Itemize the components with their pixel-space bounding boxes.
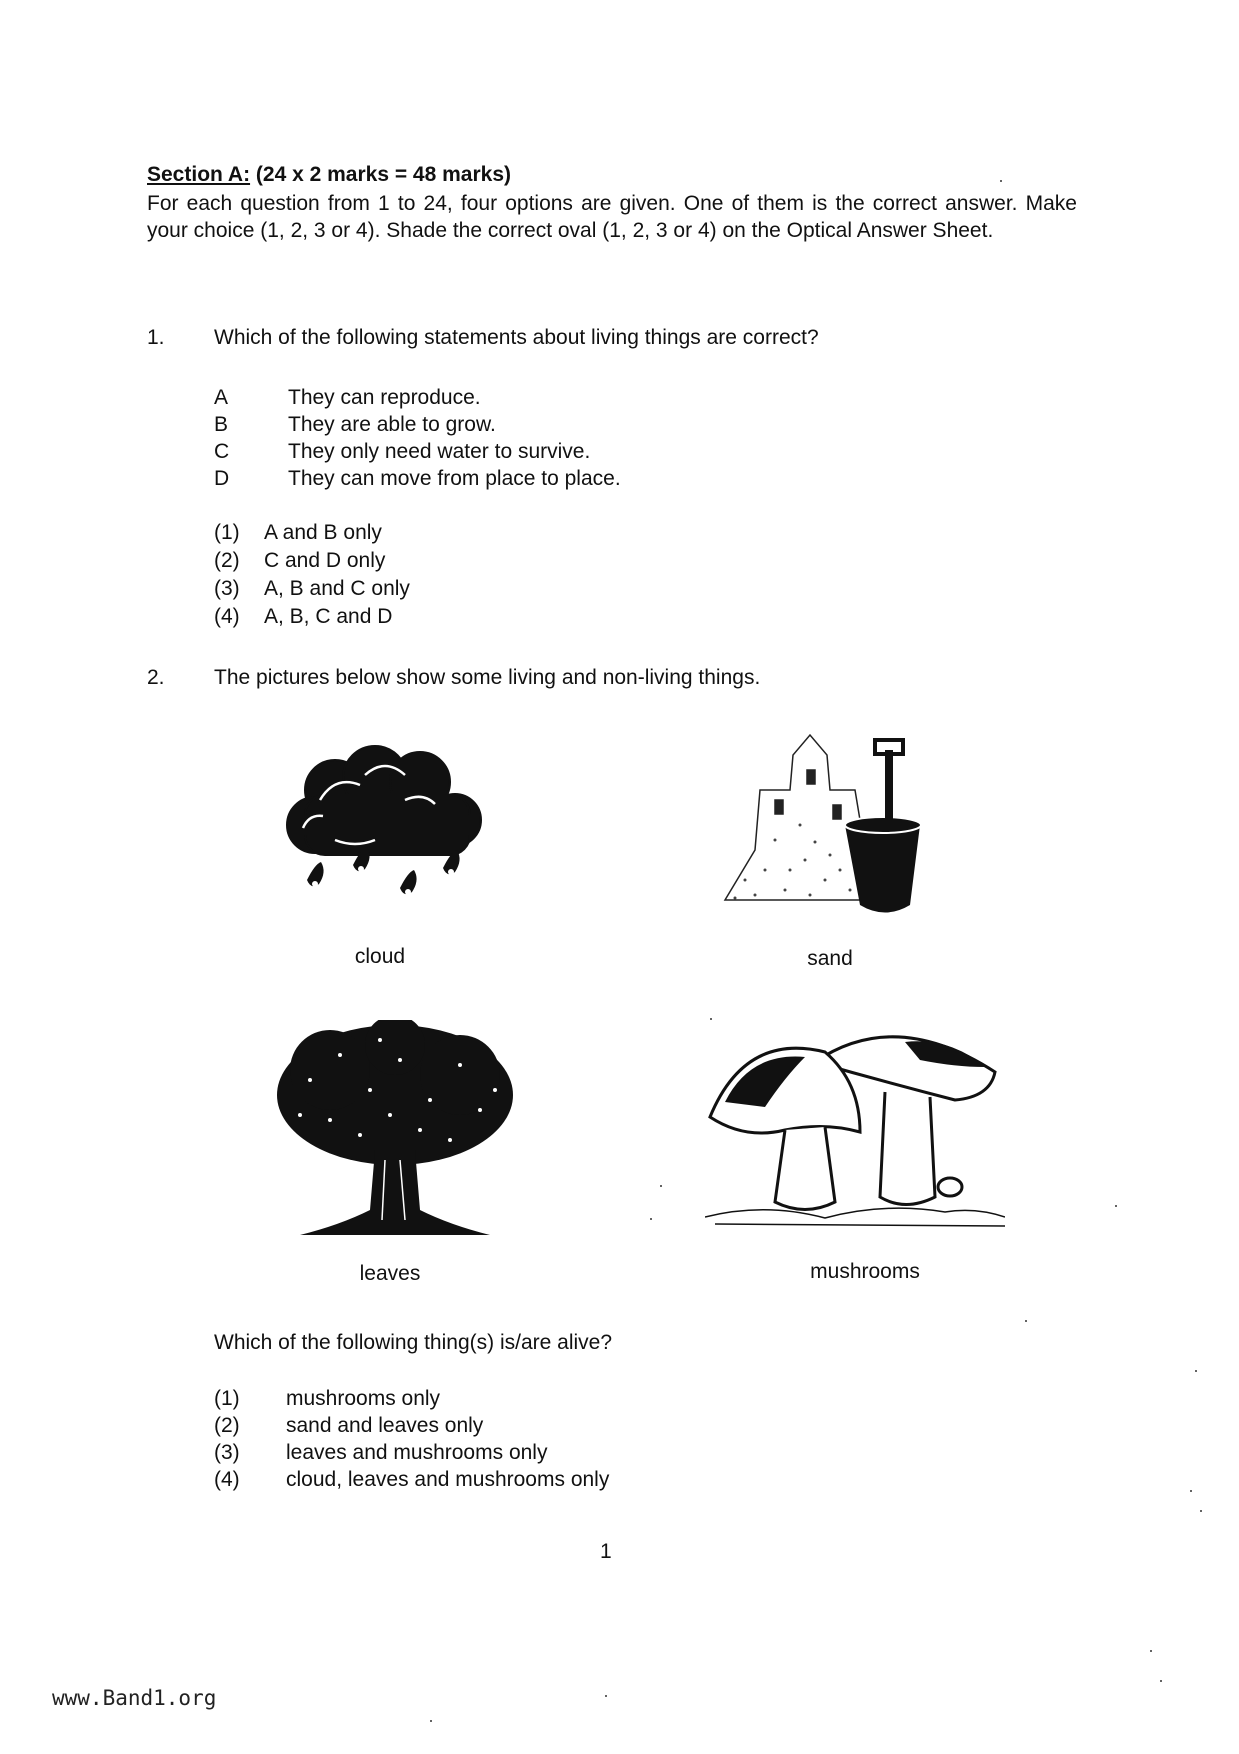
option-text: mushrooms only — [286, 1387, 441, 1410]
statement-letter: D — [214, 467, 230, 490]
option-number: (3) — [214, 577, 240, 600]
scan-speck — [1115, 1205, 1117, 1207]
q2-option — [214, 1439, 609, 1466]
statement-text: They are able to grow. — [288, 413, 496, 436]
scan-speck — [1160, 1680, 1162, 1682]
option-text: A, B and C only — [264, 577, 410, 600]
q2-number: 2. — [147, 666, 165, 689]
scan-speck — [605, 1695, 607, 1697]
section-instructions: For each question from 1 to 24, four options are given. One of them is the correct answer. Make your choice (1, 2, 3 or 4). Shade the correct oval (1, 2, 3 or 4) on the Optical Answer Sheet. — [147, 192, 1077, 242]
q1-option — [214, 603, 410, 631]
sand-castle-picture — [715, 730, 945, 925]
q2-option — [214, 1412, 609, 1439]
q1-option — [214, 519, 410, 547]
option-text: A and B only — [264, 521, 382, 544]
q1-statement — [214, 465, 621, 492]
scan-speck — [1200, 1510, 1202, 1512]
scan-speck — [710, 1018, 712, 1020]
option-number: (1) — [214, 521, 240, 544]
section-marks: (24 x 2 marks = 48 marks) — [255, 163, 512, 186]
q1-statement — [214, 411, 621, 438]
q2-option-list — [214, 1385, 609, 1493]
statement-letter: A — [214, 386, 229, 409]
statement-text: They can move from place to place. — [288, 467, 621, 490]
q1-option-list — [214, 519, 410, 631]
statement-text: They can reproduce. — [288, 386, 481, 409]
option-number: (1) — [214, 1387, 240, 1410]
mushrooms-picture — [705, 1022, 1005, 1242]
option-number: (2) — [214, 549, 240, 572]
q1-number: 1. — [147, 326, 165, 349]
q2-option — [214, 1466, 609, 1493]
option-text: leaves and mushrooms only — [286, 1441, 548, 1464]
scan-speck — [650, 1218, 652, 1220]
scan-speck — [1190, 1490, 1192, 1492]
footer-website-link[interactable]: www.Band1.org — [52, 1686, 217, 1710]
q1-statement-list — [214, 384, 621, 492]
q2-option — [214, 1385, 609, 1412]
scan-speck — [1025, 1320, 1027, 1322]
scan-speck — [430, 1720, 432, 1722]
cloud-picture — [275, 740, 495, 920]
option-number: (4) — [214, 605, 240, 628]
q1-statement — [214, 384, 621, 411]
scan-speck — [1000, 180, 1002, 182]
option-number: (3) — [214, 1441, 240, 1464]
section-heading — [147, 163, 511, 187]
scan-speck — [1195, 1370, 1197, 1372]
statement-letter: C — [214, 440, 230, 463]
q2-question: Which of the following thing(s) is/are alive? — [214, 1331, 613, 1354]
scan-speck — [660, 1185, 662, 1187]
q2-text: The pictures below show some living and non-living things. — [214, 666, 761, 689]
sand-caption: sand — [807, 947, 853, 970]
page-number: 1 — [600, 1540, 612, 1563]
tree-picture — [270, 1020, 520, 1250]
leaves-caption: leaves — [359, 1262, 421, 1285]
mushrooms-caption: mushrooms — [810, 1260, 920, 1283]
option-number: (2) — [214, 1414, 240, 1437]
statement-letter: B — [214, 413, 229, 436]
q1-text: Which of the following statements about living things are correct? — [214, 326, 819, 349]
scan-speck — [1150, 1650, 1152, 1652]
statement-text: They only need water to survive. — [288, 440, 591, 463]
option-number: (4) — [214, 1468, 240, 1491]
option-text: A, B, C and D — [264, 605, 393, 628]
option-text: C and D only — [264, 549, 386, 572]
q1-option — [214, 547, 410, 575]
q1-option — [214, 575, 410, 603]
section-title: Section A: — [147, 163, 251, 186]
option-text: sand and leaves only — [286, 1414, 484, 1437]
option-text: cloud, leaves and mushrooms only — [286, 1468, 610, 1491]
q1-statement — [214, 438, 621, 465]
cloud-caption: cloud — [354, 945, 406, 968]
